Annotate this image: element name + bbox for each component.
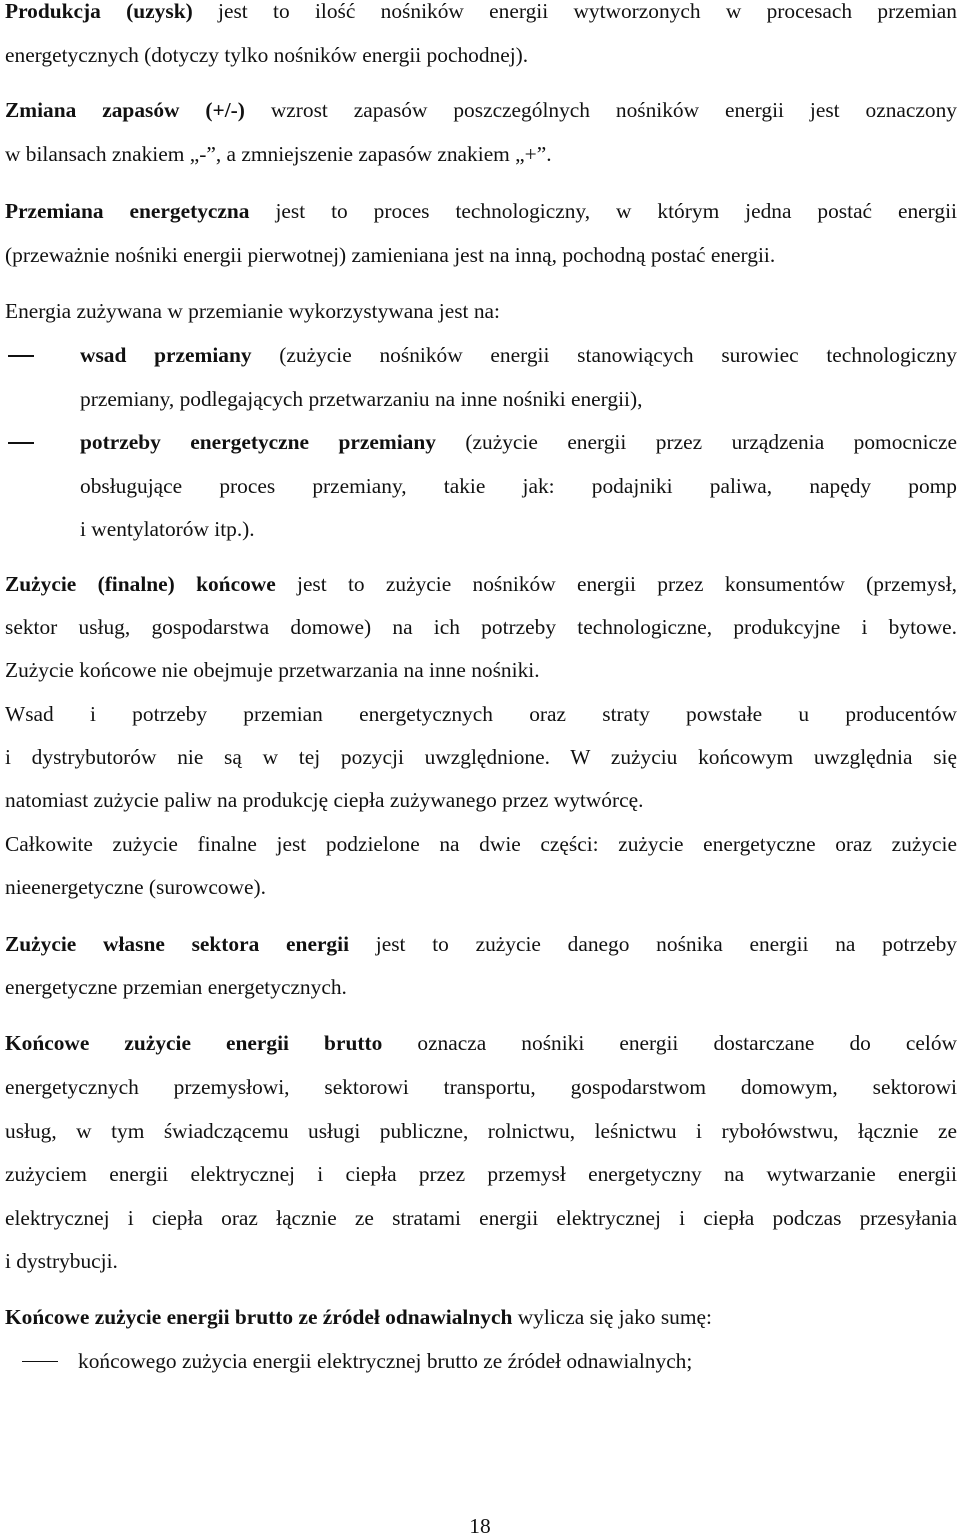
text-line: energetycznych przemysłowi, sektorowi transportu, gospodarstwom domowym, sektorowi <box>5 1075 957 1099</box>
text-line: przemiany, podlegających przetwarzaniu na inne nośniki energii), <box>80 387 643 411</box>
list-dash <box>8 355 34 357</box>
term-zuzycie-wlasne: Zużycie własne sektora energii <box>5 932 350 956</box>
text-line: Energia zużywana w przemianie wykorzystywana jest na: <box>5 299 500 323</box>
text-line: Wsad i potrzeby przemian energetycznych oraz straty powstałe u producentów <box>5 702 957 726</box>
text-span: jest to proces technologiczny, w którym jedna postać energii <box>249 199 957 223</box>
text-line: obsługujące proces przemiany, takie jak: podajniki paliwa, napędy pomp <box>80 474 957 498</box>
text-line: (przeważnie nośniki energii pierwotnej) zamieniana jest na inną, pochodną postać energii. <box>5 243 776 267</box>
text-line: i dystrybucji. <box>5 1249 118 1273</box>
text-span: jest to ilość nośników energii wytworzonych w procesach przemian <box>192 0 957 23</box>
text-line: usług, w tym świadczącemu usługi publiczne, rolnictwu, leśnictwu i rybołówstwu, łącznie ze <box>5 1119 957 1143</box>
text-line: energetyczne przemian energetycznych. <box>5 975 347 999</box>
text-span: oznacza nośniki energii dostarczane do celów <box>382 1031 958 1055</box>
text-line: natomiast zużycie paliw na produkcję ciepła zużywanego przez wytwórcę. <box>5 788 644 812</box>
text-line: Zużycie końcowe nie obejmuje przetwarzania na inne nośniki. <box>5 658 540 682</box>
text-span: wylicza się jako sumę: <box>512 1305 712 1329</box>
text-line: w bilansach znakiem „-”, a zmniejszenie zapasów znakiem „+”. <box>5 142 552 166</box>
term-potrzeby-energetyczne: potrzeby energetyczne przemiany <box>80 430 436 454</box>
text-span: jest to zużycie nośników energii przez konsumentów (przemysł, <box>275 572 958 596</box>
text-line <box>5 1028 957 1058</box>
text-line <box>5 569 957 599</box>
term-zuzycie-finalne: Zużycie (finalne) końcowe <box>5 572 276 596</box>
term-wsad-przemiany: wsad przemiany <box>80 343 252 367</box>
term-produkcja: Produkcja (uzysk) <box>5 0 193 23</box>
text-line <box>80 427 957 457</box>
text-line: sektor usług, gospodarstwa domowe) na ich potrzeby technologiczne, produkcyjne i bytowe. <box>5 615 957 639</box>
text-span: (zużycie energii przez urządzenia pomocnicze <box>435 430 957 454</box>
text-line: nieenergetyczne (surowcowe). <box>5 875 266 899</box>
text-line <box>5 95 957 125</box>
text-line: i dystrybutorów nie są w tej pozycji uwzględnione. W zużyciu końcowym uwzględnia się <box>5 745 957 769</box>
text-line: i wentylatorów itp.). <box>80 517 255 541</box>
list-dash <box>8 442 34 444</box>
text-line: energetycznych (dotyczy tylko nośników energii pochodnej). <box>5 43 529 67</box>
text-line <box>5 1302 712 1332</box>
page-number: 18 <box>469 1514 491 1538</box>
term-przemiana: Przemiana energetyczna <box>5 199 250 223</box>
term-zmiana-zapasow: Zmiana zapasów (+/-) <box>5 98 245 122</box>
text-span: (zużycie nośników energii stanowiących surowiec technologiczny <box>251 343 957 367</box>
term-koncowe-brutto: Końcowe zużycie energii brutto <box>5 1031 383 1055</box>
text-line: końcowego zużycia energii elektrycznej brutto ze źródeł odnawialnych; <box>78 1349 693 1373</box>
text-line <box>5 0 957 26</box>
text-line: elektrycznej i ciepła oraz łącznie ze stratami energii elektrycznej i ciepła podczas przesyłania <box>5 1206 957 1230</box>
text-line <box>5 196 957 226</box>
text-line: zużyciem energii elektrycznej i ciepła przez przemysł energetyczny na wytwarzanie energii <box>5 1162 957 1186</box>
text-span: wzrost zapasów poszczególnych nośników energii jest oznaczony <box>244 98 957 122</box>
text-line <box>80 340 957 370</box>
text-line <box>5 929 957 959</box>
text-span: jest to zużycie danego nośnika energii na potrzeby <box>349 932 957 956</box>
list-dash <box>22 1361 58 1362</box>
text-line: Całkowite zużycie finalne jest podzielone na dwie części: zużycie energetyczne oraz zużycie <box>5 832 957 856</box>
term-oze: Końcowe zużycie energii brutto ze źródeł odnawialnych <box>5 1305 513 1329</box>
